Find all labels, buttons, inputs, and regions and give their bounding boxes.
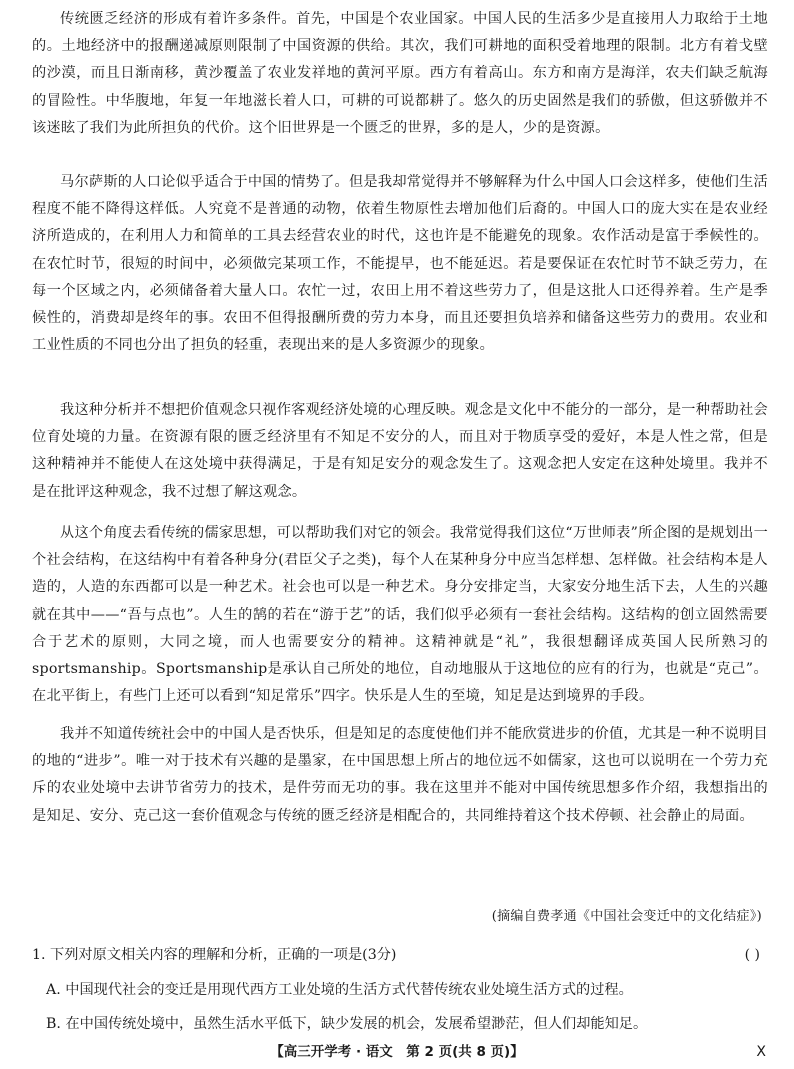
- option-a: A. 中国现代社会的变迁是用现代西方工业处境的生活方式代替传统农业处境生活方式的过程。: [46, 982, 633, 998]
- passage-paragraph-5: 我并不知道传统社会中的中国人是否快乐，但是知足的态度使他们并不能欣赏进步的价值，尤其是一种不说明目的地的“进步”。唯一对于技术有兴趣的是墨家，在中国思想上所占的地位远不如儒家，这也可以说明在一个劳力充斥的农业处境中去讲节省劳力的技术，是件劳而无功的事。我在这里并不能对中国传统思想多作介绍，我想指出的是知足、安分、克己这一套价值观念与传统的匮乏经济是相配合的，共同维持着这个技术停顿、社会静止的局面。: [32, 726, 768, 824]
- source-citation: (摘编自费孝通《中国社会变迁中的文化结症》): [491, 909, 762, 924]
- page-footer: 【高三开学考 · 语文 第 2 页(共 8 页)】: [270, 1044, 524, 1060]
- passage-paragraph-1: 传统匮乏经济的形成有着许多条件。首先，中国是个农业国家。中国人民的生活多少是直接用人力取给于土地的。土地经济中的报酬递减原则限制了中国资源的供给。其次，我们可耕地的面积受着地理的限制。北方有着戈壁的沙漠，而且日渐南移，黄沙覆盖了农业发祥地的黄河平原。西方有着高山。东方和南方是海洋，农夫们缺乏航海的冒险性。中华腹地，年复一年地滋长着人口，可耕的可说都耕了。悠久的历史固然是我们的骄傲，但这骄傲并不该迷眩了我们为此所担负的代价。这个旧世界是一个匮乏的世界，多的是人，少的是资源。: [32, 11, 768, 136]
- passage-paragraph-4: 从这个角度去看传统的儒家思想，可以帮助我们对它的领会。我常觉得我们这位“万世师表”所企图的是规划出一个社会结构，在这结构中有着各种身分(君臣父子之类)，每个人在某种身分中应当怎样想、怎样做。社会结构本是人造的，人造的东西都可以是一种艺术。社会也可以是一种艺术。身分安排定当，大家安分地生活下去，人生的兴趣就在其中——“吾与点也”。人生的鹄的若在“游于艺”的话，我们似乎必须有一套社会结构。这结构的创立固然需要合于艺术的原则，大同之境，而人也需要安分的精神。这精神就是“礼”，我很想翻译成英国人民所熟习的sportsmanship。Sportsmanship是承认自己所处的地位，自动地服从于这地位的应有的行为，也就是“克己”。在北平街上，有些门上还可以看到“知足常乐”四字。快乐是人生的至境，知足是达到境界的手段。: [32, 525, 769, 705]
- passage-paragraph-2: 马尔萨斯的人口论似乎适合于中国的情势了。但是我却常觉得并不够解释为什么中国人口会这样多，使他们生活程度不能不降得这样低。人究竟不是普通的动物，依着生物原性去增加他们后裔的。中国人口的庞大实在是农业经济所造成的，在利用人力和简单的工具去经营农业的时代，这也许是不能避免的现象。农作活动是富于季候性的。在农忙时节，很短的时间中，必须做完某项工作，不能提早，也不能延迟。若是要保证在农忙时节不缺乏劳力，在每一个区域之内，必须储备着大量人口。农忙一过，农田上用不着这些劳力了，但是这批人口还得养着。生产是季候性的，消费却是终年的事。农田不但得报酬所费的劳力本身，而且还要担负培养和储备这些劳力的费用。农业和工业性质的不同也分出了担负的轻重，表现出来的是人多资源少的现象。: [32, 174, 768, 354]
- question-1-stem: 1. 下列对原文相关内容的理解和分析，正确的一项是(3分): [32, 947, 397, 963]
- answer-bracket: ( ): [744, 947, 760, 963]
- option-b: B. 在中国传统处境中，虽然生活水平低下，缺少发展的机会，发展希望渺茫，但人们却能知足。: [46, 1016, 648, 1032]
- footer-mark: X: [756, 1044, 766, 1060]
- passage-paragraph-3: 我这种分析并不想把价值观念只视作客观经济处境的心理反映。观念是文化中不能分的一部分，是一种帮助社会位育处境的力量。在资源有限的匮乏经济里有不知足不安分的人，而且对于物质享受的爱好，本是人性之常，但是这种精神并不能使人在这处境中获得满足，于是有知足安分的观念发生了。这观念把人安定在这种处境里。我并不是在批评这种观念，我不过想了解这观念。: [32, 402, 768, 500]
